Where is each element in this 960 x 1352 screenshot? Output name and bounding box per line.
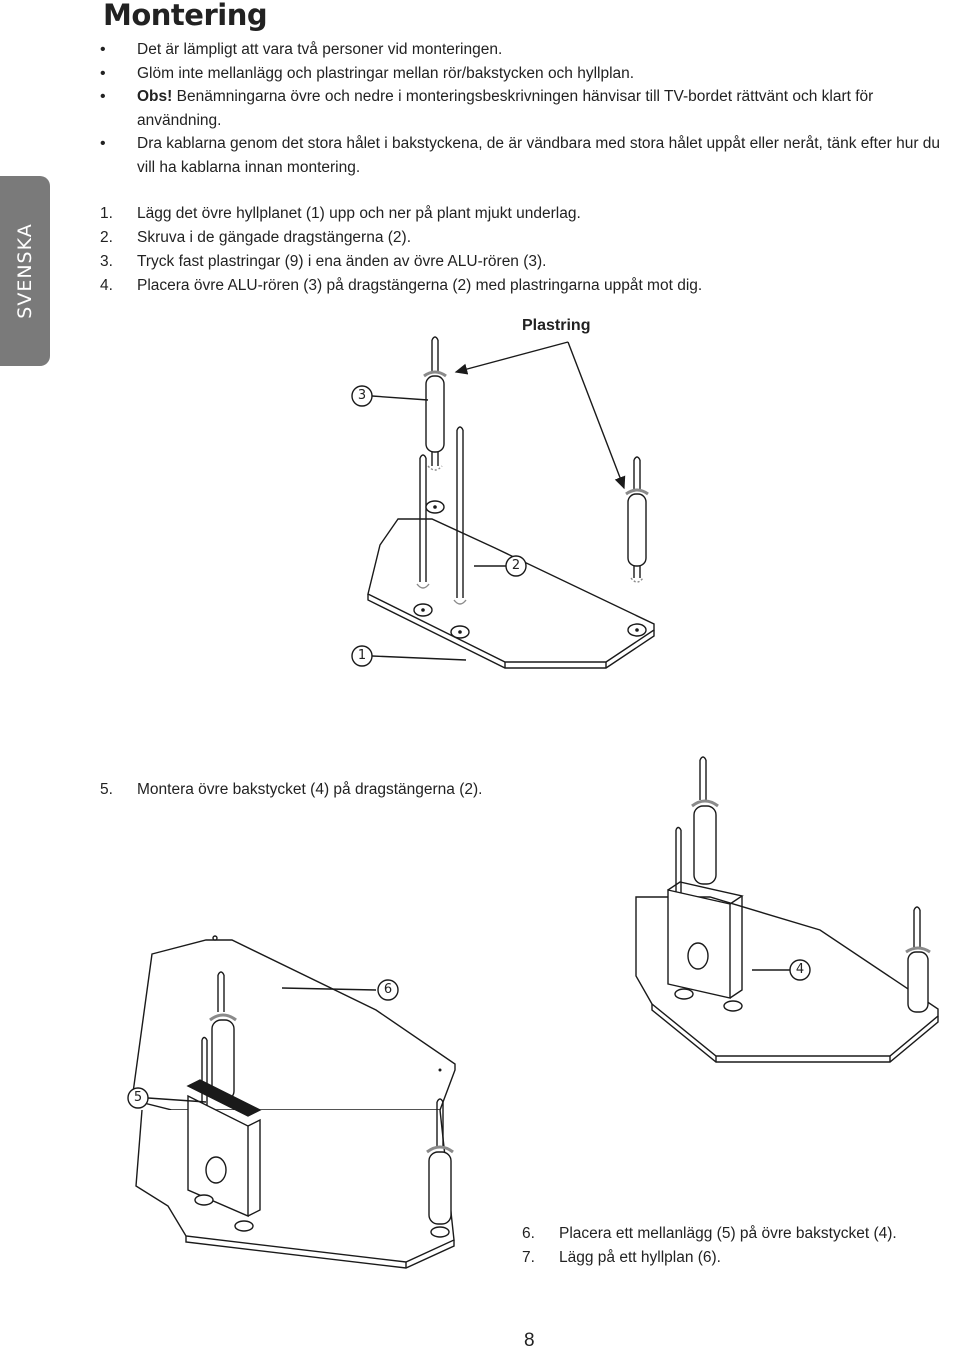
step-number: 7. [522, 1249, 535, 1266]
step-number: 5. [100, 781, 113, 798]
callout-3: 3 [357, 388, 367, 403]
step-number: 3. [100, 253, 113, 270]
step-number: 6. [522, 1225, 535, 1242]
callout-4: 4 [795, 962, 805, 977]
note-item: • Det är lämpligt att vara två personer vid monteringen. [100, 38, 958, 62]
shelf-plate-6 [132, 940, 455, 1110]
step-text: Placera ett mellanlägg (5) på övre bakstycket (4). [559, 1225, 897, 1242]
step-text: Lägg det övre hyllplanet (1) upp och ner på plant mjukt underlag. [137, 205, 581, 222]
step-text: Tryck fast plastringar (9) i ena änden av övre ALU-rören (3). [137, 253, 547, 270]
step-text: Lägg på ett hyllplan (6). [559, 1249, 721, 1266]
shelf-plate-1 [368, 519, 654, 662]
step-number: 4. [100, 277, 113, 294]
callout-1: 1 [357, 648, 367, 663]
figure-1 [352, 337, 654, 668]
step-text: Skruva i de gängade dragstängerna (2). [137, 229, 412, 246]
step-text: Montera övre bakstycket (4) på dragstängerna (2). [137, 781, 483, 798]
page-number: 8 [524, 1330, 535, 1351]
callout-6: 6 [383, 982, 393, 997]
plastring-label: Plastring [522, 317, 591, 334]
note-item: • Dra kablarna genom det stora hålet i bakstyckena, de är vändbara med stora hålet uppåt eller neråt, tänk efter hur du vill ha kablarna innan montering. [100, 132, 958, 179]
note-item: • Glöm inte mellanlägg och plastringar mellan rör/bakstycken och hyllplan. [100, 62, 958, 86]
callout-2: 2 [511, 558, 521, 573]
note-item: • Obs! Benämningarna övre och nedre i monteringsbeskrivningen hänvisar till TV-bordet rättvänt och klart för användning. [100, 85, 958, 132]
callout-5: 5 [133, 1090, 143, 1105]
step-number: 1. [100, 205, 113, 222]
language-tab-label: SVENSKA [14, 223, 36, 319]
shelf-plate-lower [136, 1110, 454, 1262]
step-text: Placera övre ALU-rören (3) på dragstängerna (2) med plastringarna uppåt mot dig. [137, 277, 703, 294]
step-number: 2. [100, 229, 113, 246]
figure-2-right [636, 757, 938, 1062]
figure-2-left [128, 936, 455, 1268]
page-title: Montering [103, 0, 268, 32]
